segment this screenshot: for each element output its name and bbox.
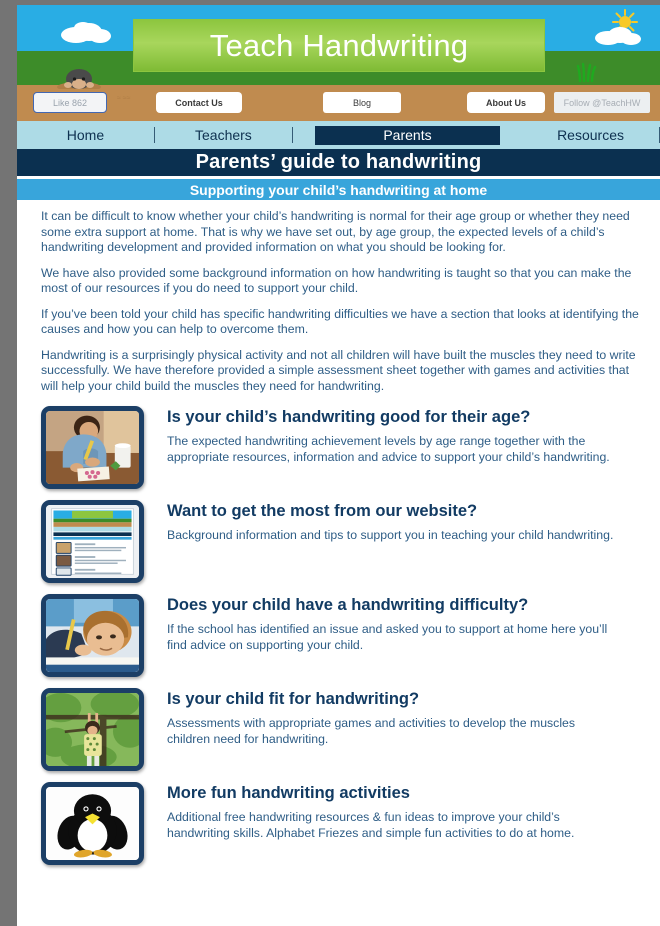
intro-paragraph: Handwriting is a surprisingly physical activity and not all children will have built the muscles they need to write successfully. We have therefore provided a simple assessment sheet together with games and activities that will help your child build the muscles they need for handwriting. [41, 347, 636, 393]
feature-heading[interactable]: Want to get the most from our website? [167, 502, 478, 520]
twitter-follow-label: Follow @TeachHW [563, 97, 641, 108]
site-banner [17, 5, 660, 83]
feature-thumbnail-wrap[interactable] [41, 780, 153, 865]
feature-body: Background information and tips to support you in teaching your child handwriting. [167, 528, 614, 542]
feature-heading[interactable]: More fun handwriting activities [167, 784, 410, 802]
feature-list [17, 404, 660, 865]
facebook-like-label: Like 862 [52, 97, 88, 108]
intro-paragraph: If you’ve been told your child has specific handwriting difficulties we have a section that looks at identifying the causes and how you can help to overcome them. [41, 306, 639, 336]
intro-section [17, 200, 660, 394]
site-logo-text: Teach Handwriting [209, 28, 469, 63]
cloud-icon-right [594, 25, 642, 52]
feature-thumbnail-wrap[interactable] [41, 686, 153, 771]
social-bar [17, 83, 660, 121]
child-writing-at-table-photo[interactable] [41, 406, 144, 489]
nav-item-teachers[interactable]: Teachers [195, 127, 252, 143]
intro-paragraph: We have also provided some background information on how handwriting is taught so that you can make the most of our resources if you do need to support your child. [41, 265, 632, 295]
page-subtitle: Supporting your child’s handwriting at home [17, 179, 660, 200]
grass-tuft-icon [576, 62, 598, 83]
nav-item-parents[interactable]: Parents [315, 126, 500, 145]
site-logo[interactable] [133, 19, 545, 72]
nav-separator [292, 127, 293, 143]
contact-us-button[interactable] [156, 92, 242, 113]
twitter-follow-button[interactable] [554, 92, 650, 113]
feature-body: Assessments with appropriate games and activities to develop the muscles children need for handwriting. [167, 716, 576, 746]
feature-copy [153, 686, 619, 747]
feature-item[interactable] [41, 780, 646, 865]
about-us-label: About Us [486, 97, 526, 108]
boy-writing-head-on-desk-photo[interactable] [41, 594, 144, 677]
feature-heading[interactable]: Is your child fit for handwriting? [167, 690, 420, 708]
feature-item[interactable] [41, 404, 646, 489]
about-us-button[interactable] [467, 92, 545, 113]
feature-thumbnail-wrap[interactable] [41, 592, 153, 677]
facebook-like-button[interactable] [33, 92, 107, 113]
intro-paragraph: It can be difficult to know whether your child’s handwriting is normal for their age group or whether they need some extra support at home. That is why we have set out, by age group, the expected levels of a child’s handwriting development and provided information on what you should be looking for. [41, 209, 630, 254]
feature-item[interactable] [41, 592, 646, 677]
mole-icon [56, 67, 102, 89]
feature-copy [153, 404, 619, 465]
feature-body: The expected handwriting achievement levels by age range together with the appropriate resources, information and advice to support your child’s handwriting. [167, 434, 610, 464]
feature-item[interactable] [41, 498, 646, 583]
main-navigation [17, 121, 660, 149]
feature-thumbnail-wrap[interactable] [41, 404, 153, 489]
blog-label: Blog [352, 97, 371, 108]
penguin-cartoon[interactable] [41, 782, 144, 865]
child-hanging-from-tree-photo[interactable] [41, 688, 144, 771]
feature-body: If the school has identified an issue and asked you to support at home here you’ll find advice on supporting your child. [167, 622, 608, 652]
feature-copy [153, 592, 619, 653]
feature-heading[interactable]: Does your child have a handwriting difficulty? [167, 596, 529, 614]
feature-body: Additional free handwriting resources & fun ideas to improve your child’s handwriting skills. Alphabet Friezes and simple fun activities to do at home. [167, 810, 575, 840]
feature-heading[interactable]: Is your child’s handwriting good for their age? [167, 408, 531, 426]
cloud-icon-left [59, 21, 113, 50]
website-screenshot-thumbnail[interactable] [41, 500, 144, 583]
page-title: Parents’ guide to handwriting [17, 149, 660, 176]
nav-item-home[interactable]: Home [66, 127, 105, 143]
page-sheet [17, 5, 660, 926]
blog-button[interactable] [323, 92, 401, 113]
feature-copy [153, 498, 613, 544]
decorative-scribble: ≈ ≈≈ [117, 95, 131, 102]
contact-us-label: Contact Us [175, 97, 223, 108]
feature-thumbnail-wrap[interactable] [41, 498, 153, 583]
feature-item[interactable] [41, 686, 646, 771]
feature-copy [153, 780, 619, 841]
nav-item-resources[interactable]: Resources [557, 127, 624, 143]
